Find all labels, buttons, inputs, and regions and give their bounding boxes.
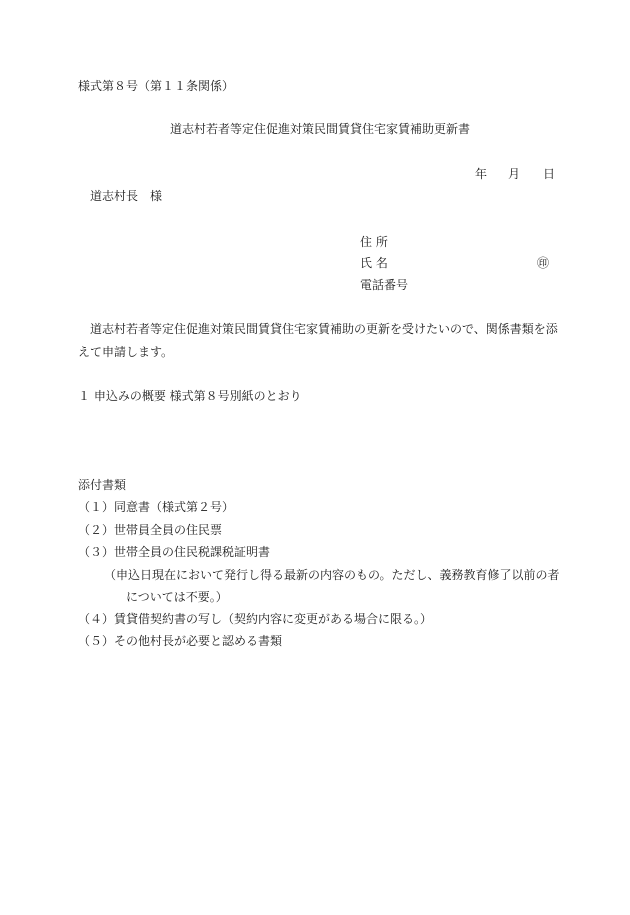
body-line-1: 道志村若者等定住促進対策民間賃貸住宅家賃補助の更新を受けたいので、関係書類を添 [90,322,558,336]
date-day: 日 [543,167,556,181]
addressee: 道志村長 様 [90,189,163,203]
attachment-item: （１）同意書（様式第２号） [78,500,235,514]
date-year: 年 [475,167,488,181]
attachment-item: （２）世帯員全員の住民票 [78,523,223,537]
attachment-item: （５）その他村長が必要と認める書類 [78,634,283,648]
attachment-note-line-2: については不要。） [126,590,228,604]
document-title: 道志村若者等定住促進対策民間賃貸住宅家賃補助更新書 [170,122,471,136]
form-number: 様式第８号（第１１条関係） [78,79,235,93]
attachment-note-line-1: （申込日現在において発行し得る最新の内容のもの。ただし、義務教育修了以前の者 [104,568,560,582]
application-summary: １ 申込みの概要 様式第８号別紙のとおり [78,389,302,403]
attachment-item: （３）世帯全員の住民税課税証明書 [78,545,271,559]
phone-label: 電話番号 [360,278,409,292]
seal-mark: ㊞ [537,256,550,270]
attachments-heading: 添付書類 [78,478,127,492]
attachment-item: （４）賃貸借契約書の写し（契約内容に変更がある場合に限る。） [78,612,433,626]
date-month: 月 [508,167,521,181]
name-label: 氏 名 [360,256,388,270]
body-line-2: えて申請します。 [78,345,174,359]
address-label: 住 所 [360,235,388,249]
